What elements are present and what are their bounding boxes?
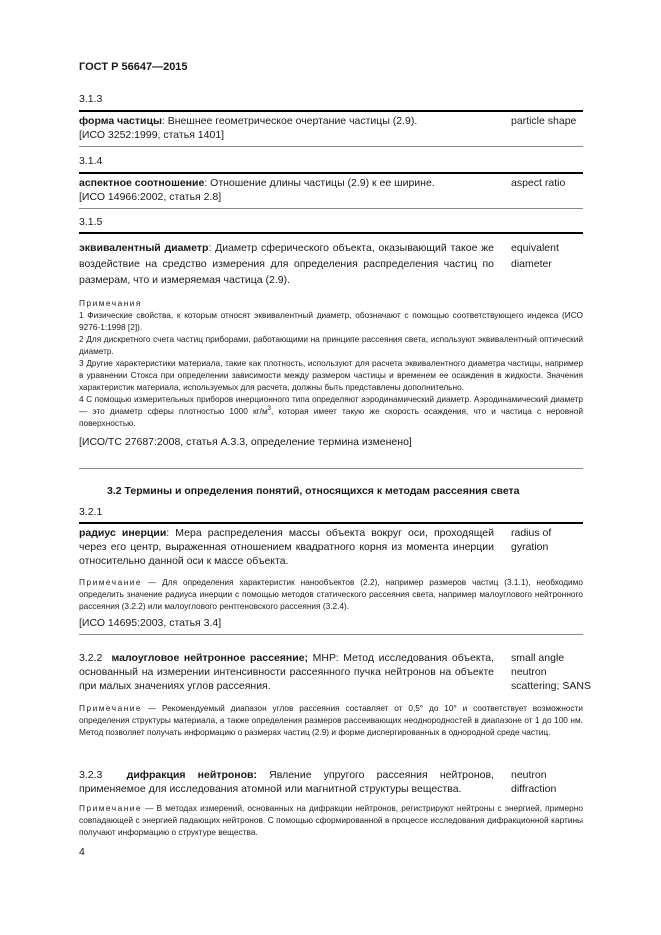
term-name: радиус инерции [79,527,167,539]
note-paragraph [79,802,583,838]
english-term: equivalent diameter [511,242,559,270]
clause-number: 3.1.3 [79,93,103,105]
term-name: эквивалентный диаметр [79,242,209,254]
term-source: [ИСО 14695:2003, статья 3.4] [79,617,222,629]
clause-number: 3.1.4 [79,155,103,167]
term-source: [ИСО/ТС 27687:2008, статья А.3.3, определение термина изменено] [79,436,412,448]
term-source: [ИСО 14966:2002, статья 2.8] [79,191,222,203]
note-item: 3 Другие характеристики материала, такие как плотность, используют для расчета эквивалентного диаметра частицы, например в уравнении Стокса при определении зависимости между размером частицы и временем ее осаждения в жидкости. Значения характеристик материала, используемых для расчета, должны быть представлены дополнительно. [79,358,583,392]
term-definition [79,114,494,128]
english-term: small angle neutron scattering; SANS [511,652,591,692]
term-box-radius-of-gyration [79,522,583,635]
english-term: radius of gyration [511,527,552,553]
term-definition [79,240,494,288]
english-term: particle shape [511,115,577,127]
note-label: Примечание [79,803,143,813]
clause-number: 3.2.1 [79,506,103,518]
note-paragraph [79,576,583,612]
term-definition [79,176,494,190]
term-source: [ИСО 3252:1999, статья 1401] [79,129,225,141]
term-name: аспектное соотношение [79,177,205,189]
english-term: aspect ratio [511,177,566,189]
note-paragraph [79,702,583,738]
note-label: Примечание [79,703,143,713]
note-item: 2 Для дискретного счета частиц приборами, работающими на принципе рассеяния света, используют эквивалентный оптический диаметр. [79,334,583,356]
superscript: 3 [267,406,271,413]
term-name: форма частицы [79,115,162,127]
section-heading: 3.2 Термины и определения понятий, относящихся к методам рассеяния света [107,485,520,497]
note-label: Примечание [79,577,143,587]
clause-number: 3.2.2 [79,652,103,664]
document-header: ГОСТ Р 56647—2015 [79,61,188,73]
note-text: — Рекомендуемый диапазон углов рассеяния составляет от 0,5° до 10° и соответствует возможности определения структуры материала, а также определения размеров рассеивающих неоднородностей в диапазоне от 1 до 100 нм. Метод позволяет получать информацию о размерах частиц (2.9) и форме диспергированных в однородной среде частиц. [79,703,583,737]
english-term: neutron diffraction [511,769,557,795]
clause-number: 3.1.5 [79,216,103,228]
note-text: , которая имеет такую же скорость осаждения, что и частица с неровной поверхностью. [79,406,583,428]
definition-text: : Диаметр сферического объекта, оказывающий такое же воздействие на средство измерения для определения распределения частиц по размерам, что и измеряемая частица (2.9). [79,242,494,286]
notes-block [79,297,583,429]
definition-text: МНР: Метод исследования объекта, основанный на измерении интенсивности рассеянного пучка нейтронов на объекте при малых значениях углов рассеяния. [79,652,494,692]
definition-text: : Внешнее геометрическое очертание частицы (2.9). [161,115,418,127]
note-text: 4 С помощью измерительных приборов инерционного типа определяют аэродинамический диаметр. Аэродинамический диаметр — это диаметр сферы плотностью 1000 кг/м [79,394,583,416]
definition-text: : Мера распределения массы объекта вокруг оси, проходящей через его центр, выраженная отношением квадратного корня из момента инерции относительно данной оси к массе объекта. [79,527,494,567]
definition-text: : Отношение длины частицы (2.9) к ее ширине. [204,177,435,189]
term-definition [79,768,494,796]
term-box-particle-shape [79,110,583,147]
note-item [79,393,583,429]
note-text: — Для определения характеристик нанообъектов (2.2), например размеров частиц (3.1.1), необходимо определить значение радиуса инерции с помощью методов статического рассеяния света, например малоуглового нейтронного рассеяния (3.2.2) или малоуглового рентгеновского рассеяния (3.2.4). [79,577,583,611]
term-name: малоугловое нейтронное рассеяние; [111,652,309,664]
term-definition [79,651,494,693]
notes-heading: Примечания [79,298,142,308]
term-definition [79,526,494,568]
term-name: дифракция нейтронов: [126,769,257,781]
clause-number: 3.2.3 [79,769,103,781]
definition-text: Явление упругого рассеяния нейтронов, применяемое для исследования атомной или магнитной структуры вещества. [79,769,494,795]
term-entry-sans [79,651,591,693]
note-text: — В методах измерений, основанных на дифракции нейтронов, регистрируют нейтроны с энергией, примерно совпадающей с энергией падающих нейтронов. С помощью сформированной в процессе исследования дифракционной картины получают информацию о структуре вещества. [79,803,583,837]
term-entry-neutron-diffraction [79,768,583,796]
note-item: 1 Физические свойства, к которым относят эквивалентный диаметр, обозначают с помощью соответствующего индекса (ИСО 9276-1:1998 [2]). [79,310,583,332]
page-number: 4 [79,846,85,858]
term-box-equivalent-diameter [79,232,583,469]
term-box-aspect-ratio [79,172,583,209]
